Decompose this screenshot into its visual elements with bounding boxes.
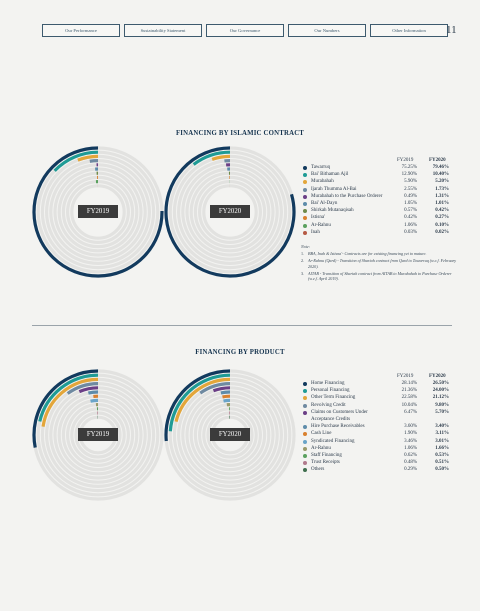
legend-value-fy2020: 0.42% (435, 208, 449, 214)
legend-value-fy2019: 0.48% (404, 460, 417, 466)
legend-label: Bai' Bithaman Ajil (311, 172, 349, 178)
legend-row (301, 193, 461, 200)
legend-value-fy2019: 1.06% (404, 445, 417, 451)
legend-swatch (303, 195, 307, 199)
legend-label: Ar-Rahnu (311, 445, 331, 451)
legend-row (301, 380, 461, 387)
legend-label: Revolving Credit (311, 402, 346, 408)
legend-header (301, 157, 461, 164)
legend-label: Claims on Customers Under Acceptance Credits (311, 409, 368, 423)
page-number: 11 (446, 24, 457, 36)
legend-label: Others (311, 467, 325, 473)
legend-value-fy2020: 0.27% (435, 215, 449, 221)
legend-value-fy2020: 0.02% (435, 229, 449, 235)
legend-swatch (303, 440, 307, 444)
note-text: Ar-Rahnu (Qard) - Transition of Shariah contract from Qard to Tawarruq (w.e.f. February 2020). (308, 258, 457, 269)
year-label-product-fy2019: FY2019 (78, 428, 118, 441)
legend-value-fy2019: 3.46% (404, 438, 417, 444)
legend-header-fy2020: FY2020 (429, 374, 446, 379)
legend-value-fy2020: 21.12% (432, 395, 449, 401)
legend-row (301, 207, 461, 214)
legend-value-fy2019: 22.58% (401, 395, 417, 401)
legend-swatch (303, 432, 307, 436)
ring-arc (88, 392, 98, 393)
legend-value-fy2020: 0.50% (435, 467, 449, 473)
legend-label: Personal Financing (311, 388, 350, 394)
legend-swatch (303, 188, 307, 192)
legend-label: Syndicated Financing (311, 438, 355, 444)
legend-swatch (303, 224, 307, 228)
legend-value-fy2019: 28.14% (401, 381, 417, 386)
islamic-contract-legend (301, 157, 461, 236)
legend-row (301, 423, 461, 430)
legend-row (301, 200, 461, 207)
legend-swatch (303, 454, 307, 458)
ring-arc (91, 400, 98, 401)
legend-header-fy2019: FY2019 (397, 374, 414, 379)
legend-row (301, 394, 461, 401)
legend-swatch (303, 411, 307, 415)
legend-row (301, 387, 461, 394)
product-title: FINANCING BY PRODUCT (195, 349, 285, 356)
legend-value-fy2019: 75.25% (401, 165, 417, 170)
legend-label: Hire Purchase Receivables (311, 424, 365, 430)
legend-row (301, 466, 461, 473)
tab-our-performance[interactable]: Our Performance (42, 24, 120, 37)
notes-title: Note: (301, 244, 311, 249)
legend-row (301, 229, 461, 236)
legend-value-fy2019: 0.03% (404, 229, 417, 235)
legend-value-fy2020: 0.53% (435, 453, 449, 459)
legend-swatch (303, 461, 307, 465)
legend-value-fy2019: 0.29% (404, 467, 417, 473)
legend-value-fy2019: 1.06% (404, 222, 417, 228)
legend-value-fy2020: 5.70% (435, 409, 449, 415)
legend-swatch (303, 173, 307, 177)
legend-row (301, 438, 461, 445)
legend-value-fy2019: 2.55% (404, 186, 417, 192)
product-legend (301, 373, 461, 474)
legend-label: Other Term Financing (311, 395, 356, 401)
ring-arc (222, 396, 230, 397)
legend-row (301, 445, 461, 452)
legend-value-fy2020: 9.80% (435, 402, 449, 408)
note-text: BBA, Inah & Istisna'- Contracts are for existing financing yet to mature. (308, 251, 427, 257)
legend-swatch (303, 404, 307, 408)
tab-our-numbers[interactable]: Our Numbers (288, 24, 366, 37)
legend-value-fy2020: 79.46% (432, 165, 449, 170)
legend-swatch (303, 166, 307, 170)
legend-value-fy2020: 5.20% (435, 179, 449, 185)
legend-row (301, 178, 461, 185)
legend-swatch (303, 382, 307, 386)
legend-value-fy2019: 0.42% (404, 215, 417, 221)
legend-row (301, 214, 461, 221)
legend-value-fy2020: 1.01% (435, 201, 449, 207)
legend-row (301, 186, 461, 193)
legend-row (301, 171, 461, 178)
legend-value-fy2019: 6.47% (404, 409, 417, 415)
legend-label: Ijarah Thumma Al-Bai (311, 186, 357, 192)
legend-row (301, 430, 461, 437)
note-item: 3. AITAB - Transition of Shariah contract from AITAB to Murabahah to Purchase Orderer (w.e.f. April 2019). (301, 270, 452, 282)
legend-label: Cash Line (311, 431, 332, 437)
legend-swatch (303, 231, 307, 235)
legend-value-fy2020: 10.40% (432, 172, 449, 178)
ring-arc (223, 400, 230, 401)
legend-label: Murabahah to the Purchase Orderer (311, 193, 383, 199)
legend-label: Trust Receipts (311, 460, 340, 466)
legend-label: Home Financing (311, 381, 345, 386)
year-label-product-fy2020: FY2020 (210, 428, 250, 441)
legend-value-fy2019: 0.57% (404, 208, 417, 214)
ring-arc (212, 156, 230, 159)
legend-header-fy2019: FY2019 (397, 158, 414, 163)
legend-label: Bai' Al-Dayn (311, 201, 338, 207)
legend-value-fy2019: 0.62% (404, 453, 417, 459)
legend-row (301, 164, 461, 171)
legend-value-fy2020: 1.31% (435, 193, 449, 199)
legend-header-fy2020: FY2020 (429, 158, 446, 163)
legend-value-fy2019: 12.90% (401, 172, 417, 178)
legend-value-fy2020: 1.66% (435, 445, 449, 451)
legend-row (301, 452, 461, 459)
legend-swatch (303, 389, 307, 393)
legend-value-fy2019: 5.90% (404, 179, 417, 185)
legend-row (301, 222, 461, 229)
legend-label: Inah (311, 229, 320, 235)
legend-value-fy2020: 0.51% (435, 460, 449, 466)
legend-value-fy2019: 1.05% (404, 201, 417, 207)
legend-value-fy2020: 1.73% (435, 186, 449, 192)
tab-other-information[interactable]: Other Information (370, 24, 448, 37)
legend-value-fy2019: 1.90% (404, 431, 417, 437)
legend-swatch (303, 468, 307, 472)
legend-row (301, 459, 461, 466)
note-text: AITAB - Transition of Shariah contract from AITAB to Murabahah to Purchase Orderer (w.e.f. April 2019). (308, 270, 452, 282)
legend-swatch (303, 209, 307, 213)
ring-arc (221, 392, 230, 393)
legend-value-fy2020: 3.11% (435, 431, 449, 437)
legend-value-fy2019: 3.60% (404, 424, 417, 430)
islamic-contract-title: FINANCING BY ISLAMIC CONTRACT (175, 130, 305, 137)
legend-swatch (303, 180, 307, 184)
legend-label: Ar-Rahnu (311, 222, 331, 228)
legend-label: Istisna' (311, 215, 325, 221)
year-label-islamic-fy2019: FY2019 (78, 205, 118, 218)
legend-label: Staff Financing (311, 453, 342, 459)
legend-value-fy2020: 24.00% (432, 388, 449, 394)
legend-row (301, 409, 461, 423)
legend-label: Tawarruq (311, 165, 331, 170)
islamic-contract-notes (301, 244, 461, 283)
legend-header (301, 373, 461, 380)
legend-value-fy2019: 21.36% (401, 388, 417, 394)
legend-row (301, 402, 461, 409)
legend-swatch (303, 447, 307, 451)
legend-value-fy2020: 26.50% (432, 381, 449, 386)
tab-sustainability-statement[interactable]: Sustainability Statement (124, 24, 202, 37)
legend-label: Murabahah (311, 179, 334, 185)
legend-swatch (303, 216, 307, 220)
legend-swatch (303, 425, 307, 429)
note-item: 2. Ar-Rahnu (Qard) - Transition of Shariah contract from Qard to Tawarruq (w.e.f. February 2020). (301, 258, 457, 269)
legend-swatch (303, 396, 307, 400)
note-item: 1. BBA, Inah & Istisna'- Contracts are for existing financing yet to mature. (301, 251, 427, 257)
ring-arc (213, 388, 230, 391)
ring-arc (90, 161, 98, 162)
legend-label: Shirkah Mutanaqisah (311, 208, 354, 214)
legend-swatch (303, 202, 307, 206)
legend-value-fy2019: 10.04% (401, 402, 417, 408)
legend-value-fy2020: 3.01% (435, 438, 449, 444)
legend-value-fy2020: 3.40% (435, 424, 449, 430)
tab-our-governance[interactable]: Our Governance (206, 24, 284, 37)
year-label-islamic-fy2020: FY2020 (210, 205, 250, 218)
legend-value-fy2019: 0.49% (404, 193, 417, 199)
legend-value-fy2020: 0.10% (435, 222, 449, 228)
